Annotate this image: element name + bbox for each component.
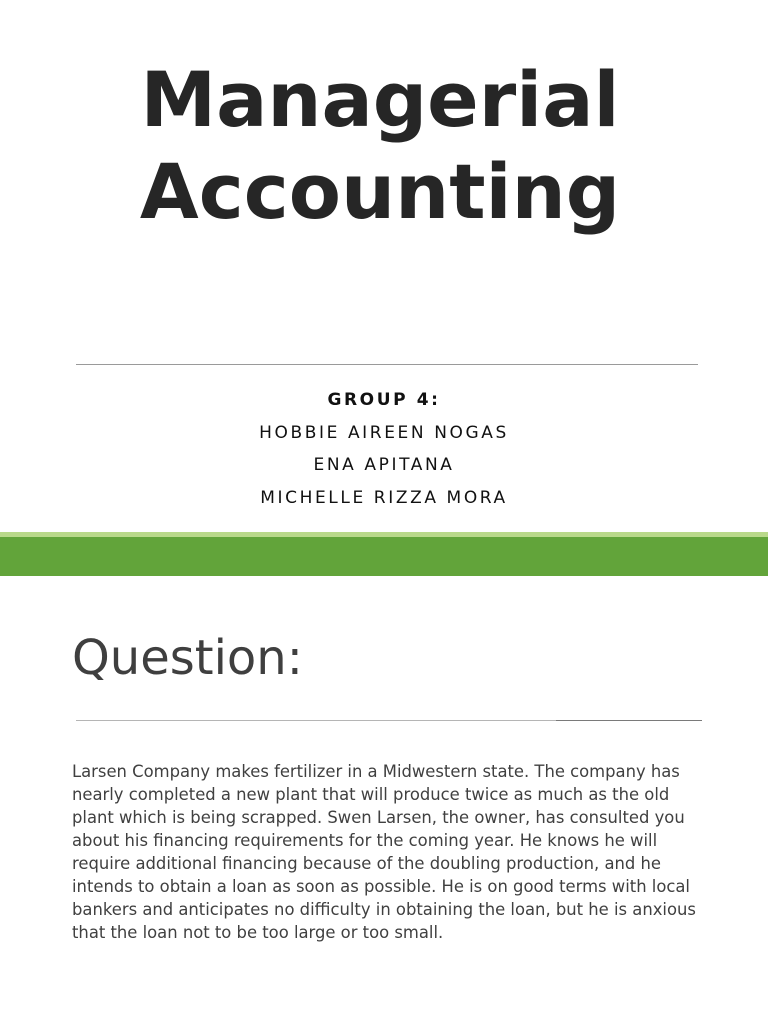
question-body-text: Larsen Company makes fertilizer in a Midwestern state. The company has nearly completed a new plant that will produce twice as much as the old plant which is being scrapped. Swen Larsen, the owner, has consulted you about his financing requirements for the coming year. He knows he will require additional financing because of the doubling production, and he intends to obtain a loan as soon as possible. He is on good terms with local bankers and anticipates no difficulty in obtaining the loan, but he is anxious that the loan not to be too large or too small. [72,762,696,942]
question-divider-accent [556,720,702,721]
title-divider [76,364,698,365]
group-label: GROUP 4: [327,390,441,410]
slide-separator-band [0,537,768,576]
member-name-1: HOBBIE AIREEN NOGAS [259,422,509,443]
group-members-block [0,384,768,514]
title-line-2: Accounting [139,147,621,236]
title-line-1: Managerial [140,55,620,144]
question-heading: Question: [72,630,303,686]
presentation-title [120,54,640,238]
member-name-2: ENA APITANA [313,455,455,475]
member-name-3: MICHELLE RIZZA MORA [260,487,508,508]
